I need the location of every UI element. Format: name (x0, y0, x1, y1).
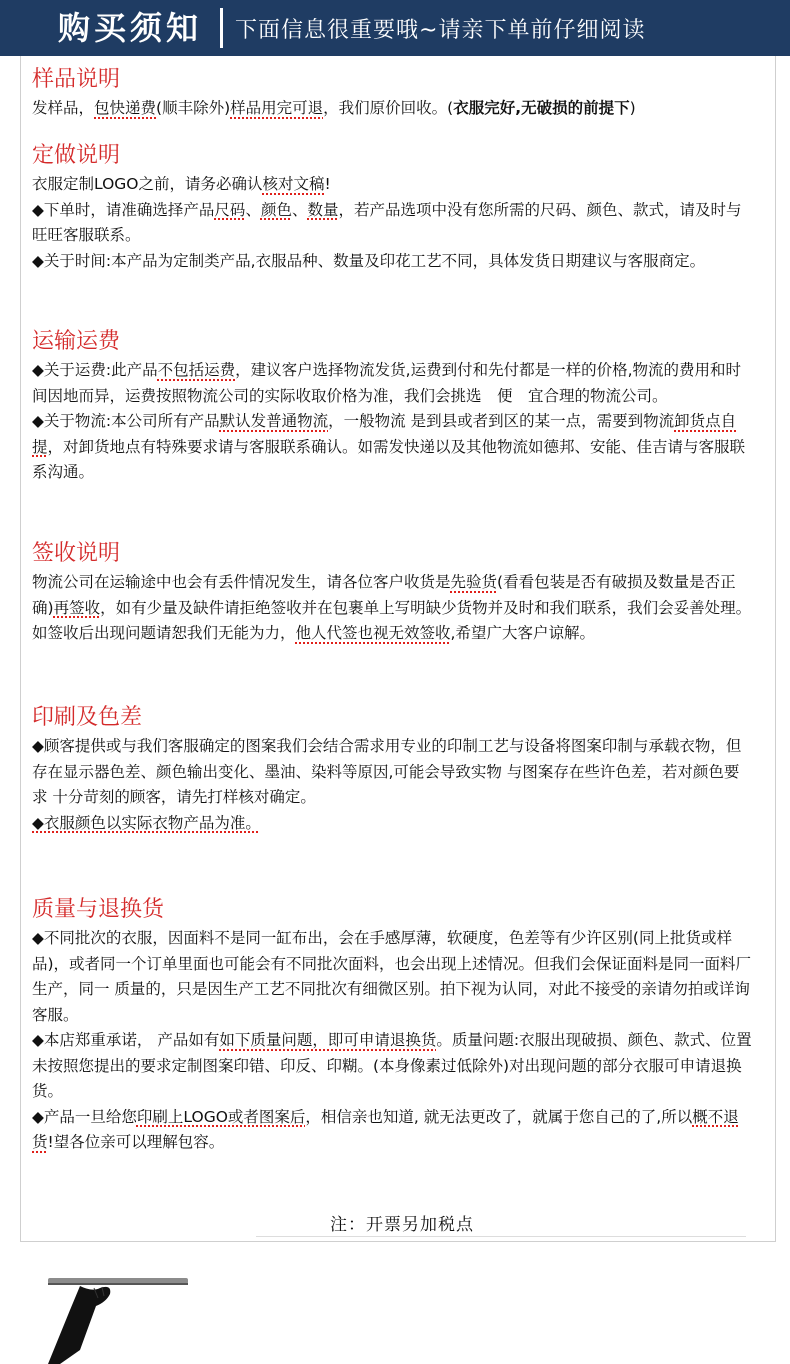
header-subtitle: 下面信息很重要哦~请亲下单前仔细阅读 (235, 17, 646, 43)
section-shipping (32, 328, 752, 486)
invoice-note: 注：开票另加税点 (330, 1215, 474, 1235)
section-title-quality: 质量与退换货 (32, 897, 165, 922)
quality-paragraph-2: ◆本店郑重承诺， 产品如有如下质量问题，即可申请退换货。质量问题:衣服出现破损、颜色、款式、位置未按照您提出的要求定制图案印错、印反、印糊。(本身像素过低除外)对出现问题的部分衣服可申请退换货。 (32, 1031, 752, 1100)
section-title-shipping: 运输运费 (32, 329, 121, 354)
shipping-paragraph-1: ◆关于运费:此产品不包括运费，建议客户选择物流发货,运费到付和先付都是一样的价格,物流的费用和时间因地而异，运费按照物流公司的实际收取价格为准，我们会挑选 便 宜合理的物流公司。 (32, 361, 742, 405)
section-title-custom: 定做说明 (32, 143, 121, 168)
section-title-receipt: 签收说明 (32, 541, 121, 566)
sample-paragraph: 发样品，包快递费(顺丰除外)样品用完可退，我们原价回收。(衣服完好,无破损的前提下) (32, 99, 636, 117)
header-divider (220, 8, 223, 48)
section-sample (32, 66, 752, 122)
shipping-paragraph-2: ◆关于物流:本公司所有产品默认发普通物流，一般物流 是到县或者到区的某一点，需要到物流卸货点自提，对卸货地点有特殊要求请与客服联系确认。如需发快递以及其他物流如德邦、安能、佳吉请与客服联系沟通。 (32, 412, 746, 481)
printing-paragraph-1: ◆顾客提供或与我们客服确定的图案我们会结合需求用专业的印制工艺与设备将图案印制与承载衣物，但存在显示器色差、颜色输出变化、墨油、染料等原因,可能会导致实物 与图案存在些许色差，若对颜色要求 十分苛刻的顾客，请先打样核对确定。 (32, 737, 742, 806)
page-header (0, 0, 790, 56)
section-receipt (32, 540, 752, 647)
header-title: 购买须知 (58, 9, 203, 47)
note-divider (256, 1236, 746, 1237)
custom-paragraph-2: ◆下单时，请准确选择产品尺码、颜色、数量，若产品选项中没有您所需的尺码、颜色、款式，请及时与旺旺客服联系。 (32, 200, 742, 244)
section-quality (32, 896, 752, 1156)
section-title-printing: 印刷及色差 (32, 705, 143, 730)
printing-paragraph-2: ◆衣服颜色以实际衣物产品为准。 (32, 813, 261, 832)
quality-paragraph-3: ◆产品一旦给您印刷上LOGO或者图案后，相信亲也知道, 就无法更改了，就属于您自己的了,所以概不退货!望各位亲可以理解包容。 (32, 1107, 739, 1151)
receipt-paragraph: 物流公司在运输途中也会有丢件情况发生，请各位客户收货是先验货(看看包装是否有破损及数量是否正确)再签收，如有少量及缺件请拒绝签收并在包裹单上写明缺少货物并及时和我们联系，我们会妥善处理。如签收后出现问题请恕我们无能为力，他人代签也视无效签收,希望广大客户谅解。 (32, 573, 752, 642)
quality-paragraph-1: ◆不同批次的衣服，因面料不是同一缸布出，会在手感厚薄，软硬度，色差等有少许区别(同上批货或样品)，或者同一个订单里面也可能会有不同批次面料，也会出现上述情况。但我们会保证面料是同一面料厂生产，同一 质量的，只是因生产工艺不同批次有细微区别。拍下视为认同，对此不接受的亲请勿拍或详询客服。 (32, 929, 752, 1024)
serving-tray-hand-icon (40, 1270, 220, 1364)
custom-paragraph-3: ◆关于时间:本产品为定制类产品,衣服品种、数量及印花工艺不同，具体发货日期建议与客服商定。 (32, 251, 706, 270)
section-title-sample: 样品说明 (32, 67, 121, 92)
custom-paragraph-1: 衣服定制LOGO之前，请务必确认核对文稿! (32, 175, 331, 193)
section-printing (32, 704, 752, 836)
section-custom (32, 142, 752, 274)
